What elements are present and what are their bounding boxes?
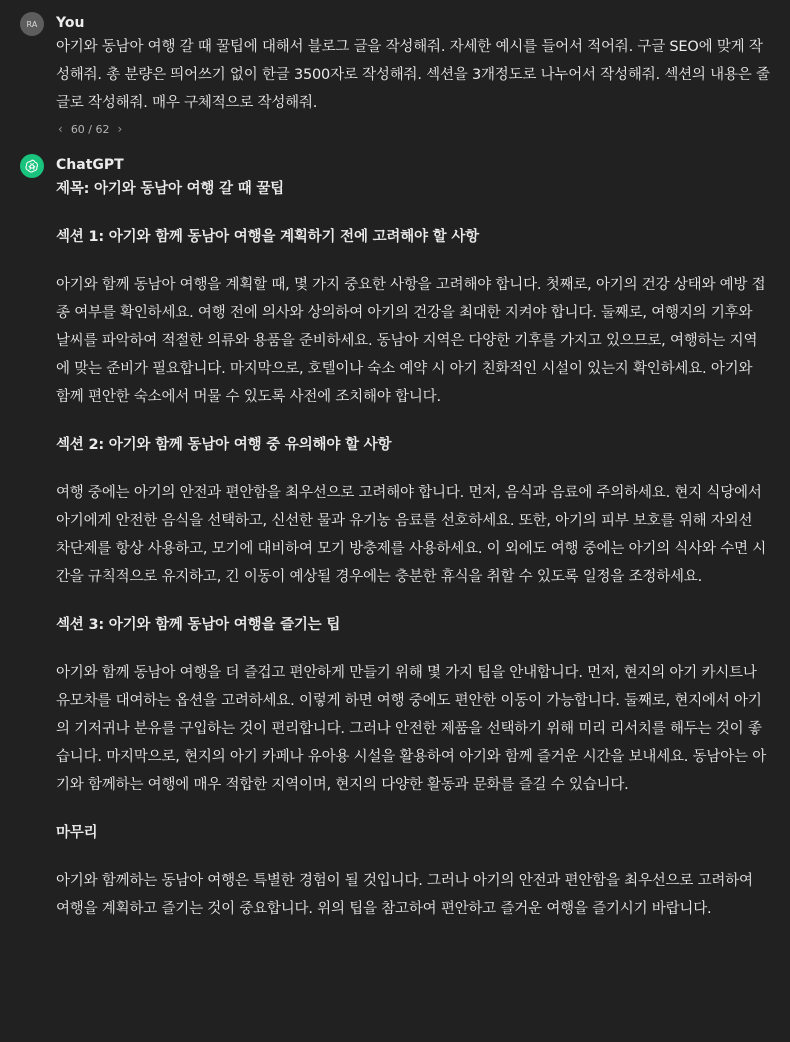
chatgpt-logo-icon: [20, 154, 44, 178]
assistant-message-content: [56, 155, 770, 923]
user-avatar: [20, 12, 44, 36]
user-message-content: [56, 13, 770, 139]
section3-heading: 섹션 3: 아기와 함께 동남아 여행을 즐기는 팁: [56, 617, 341, 633]
section1-body: 아기와 함께 동남아 여행을 계획할 때, 몇 가지 중요한 사항을 고려해야 합니다. 첫째로, 아기의 건강 상태와 예방 접종 여부를 확인하세요. 여행 전에 의사와 상의하여 아기의 건강을 최대한 지켜야 합니다. 둘째로, 여행지의 기후와 날씨를 파악하여 적절한 의류와 용품을 준비하세요. 동남아 지역은 다양한 기후를 가지고 있으므로, 여행하는 지역에 맞는 준비가 필요합니다. 마지막으로, 호텔이나 숙소 예약 시 아기 친화적인 시설이 있는지 확인하세요. 아기와 함께 편안한 숙소에서 머물 수 있도록 사전에 조치해야 합니다.: [56, 277, 766, 405]
section3-body: 아기와 함께 동남아 여행을 더 즐겁고 편안하게 만들기 위해 몇 가지 팁을 안내합니다. 먼저, 현지의 아기 카시트나 유모차를 대여하는 옵션을 고려하세요. 이렇게 하면 여행 중에도 편안한 이동이 가능합니다. 둘째로, 현지에서 아기의 기저귀나 분유를 구입하는 것이 편리합니다. 그러나 안전한 제품을 선택하기 위해 미리 리서치를 해두는 것이 좋습니다. 마지막으로, 현지의 아기 카페나 유아용 시설을 활용하여 아기와 함께 즐거운 시간을 보내세요. 동남아는 아기와 함께하는 여행에 매우 적합한 지역이며, 현지의 다양한 활동과 문화를 즐길 수 있습니다.: [56, 665, 767, 793]
assistant-name: ChatGPT: [56, 157, 124, 173]
conclusion-body: 아기와 함께하는 동남아 여행은 특별한 경험이 될 것입니다. 그러나 아기의 안전과 편안함을 최우선으로 고려하여 여행을 계획하고 즐기는 것이 중요합니다. 위의 팁을 참고하여 편안하고 즐거운 여행을 즐기시기 바랍니다.: [56, 873, 753, 917]
conclusion-heading: 마무리: [56, 825, 98, 841]
section1-heading: 섹션 1: 아기와 함께 동남아 여행을 계획하기 전에 고려해야 할 사항: [56, 229, 479, 245]
user-message-text: 아기와 동남아 여행 갈 때 꿀팁에 대해서 블로그 글을 작성해줘. 자세한 예시를 들어서 적어줘. 구글 SEO에 맞게 작성해줘. 총 분량은 띄어쓰기 없이 한글 3500자로 작성해줘. 섹션을 3개정도로 나누어서 작성해줘. 섹션의 내용은 줄글로 작성해줘. 매우 구체적으로 작성해줘.: [56, 39, 770, 111]
user-avatar-initials: RA: [26, 19, 38, 29]
response-pager: [56, 119, 770, 139]
section2-heading: 섹션 2: 아기와 함께 동남아 여행 중 유의해야 할 사항: [56, 437, 392, 453]
pager-prev-icon[interactable]: ‹: [58, 122, 63, 136]
pager-label: 60 / 62: [70, 122, 110, 136]
assistant-message: [20, 154, 770, 943]
user-message: [20, 12, 770, 139]
post-title: 제목: 아기와 동남아 여행 갈 때 꿀팁: [56, 181, 284, 197]
pager-next-icon[interactable]: ›: [117, 122, 123, 136]
user-name: You: [56, 15, 85, 31]
section2-body: 여행 중에는 아기의 안전과 편안함을 최우선으로 고려해야 합니다. 먼저, 음식과 음료에 주의하세요. 현지 식당에서 아기에게 안전한 음식을 선택하고, 신선한 물과 유기농 음료를 선호하세요. 또한, 아기의 피부 보호를 위해 자외선 차단제를 항상 사용하고, 모기에 대비하여 모기 방충제를 사용하세요. 이 외에도 여행 중에는 아기의 식사와 수면 시간을 규칙적으로 유지하고, 긴 이동이 예상될 경우에는 충분한 휴식을 취할 수 있도록 일정을 조정하세요.: [56, 485, 767, 585]
